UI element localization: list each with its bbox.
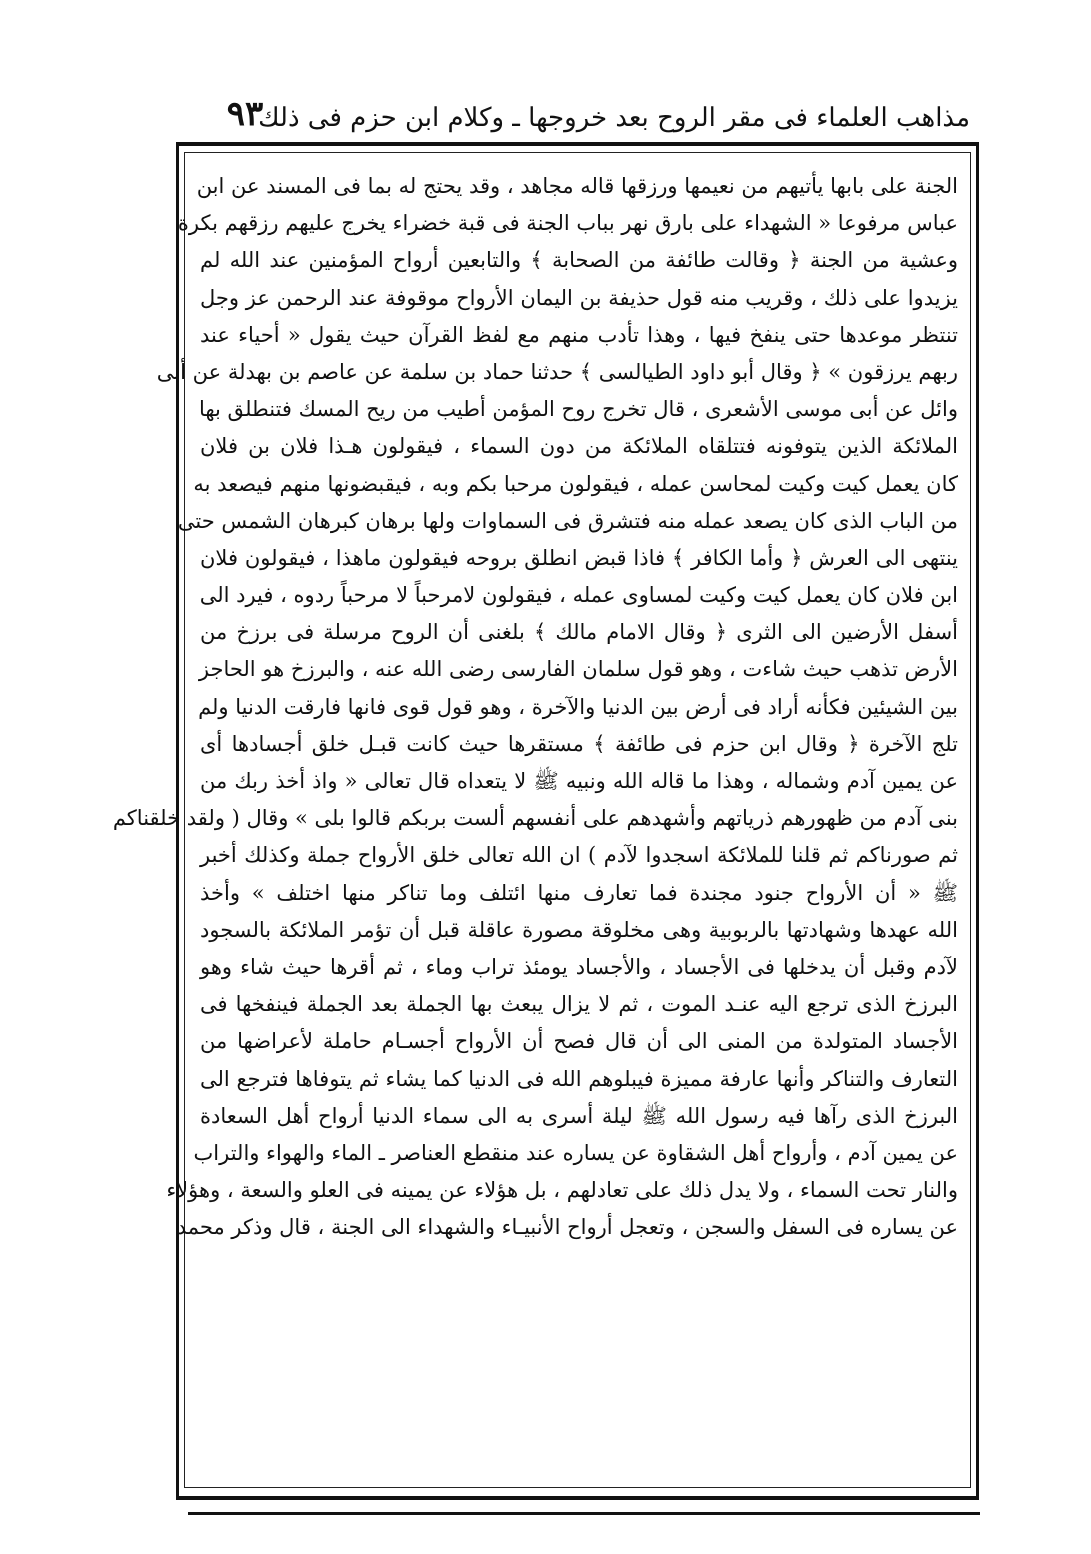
text-line: الله عهدها وشهادتها بالربوبية وهى مخلوقة مصورة عاقلة قبل أن تؤمر الملائكة بالسجود	[200, 917, 958, 942]
text-line: عن يساره فى السفل والسجن ، وتعجل أرواح الأنبيـاء والشهداء الى الجنة ، قال وذكر محمد	[176, 1215, 958, 1240]
text-line: ثم صورناكم ثم قلنا للملائكة اسجدوا لآدم ) ان الله تعالى خلق الأرواح جملة وكذلك أخبر	[200, 843, 958, 868]
text-line: لآدم وقبل أن يدخلها فى الأجساد ، والأجساد يومئذ تراب وماء ، ثم أقرها حيث شاء وهو	[200, 954, 958, 979]
text-line: البرزخ الذى ترجع اليه عنـد الموت ، ثم لا يزال يبعث بها الجملة بعد الجملة فينفخها فى	[200, 992, 958, 1017]
text-line: البرزخ الذى رآها فيه رسول الله ﷺ ليلة أسرى به الى سماء الدنيا أرواح أهل السعادة	[200, 1103, 958, 1128]
text-line: بنى آدم من ظهورهم ذرياتهم وأشهدهم على أنفسهم ألست بربكم قالوا بلى » وقال ( ولقد خلقناكم	[112, 806, 958, 831]
text-line: بين الشيئين فكأنه أراد فى أرض بين الدنيا والآخرة ، وهو قول قوى فانها فارقت الدنيا ولم	[198, 694, 958, 719]
text-line: الجنة على بابها يأتيهم من نعيمها ورزقها قاله مجاهد ، وقد يحتج له بما فى المسند عن ابن	[196, 174, 958, 198]
text-line: كان يعمل كيت وكيت لمحاسن عمله ، فيقولون مرحبا بكم وبه ، فيقبضونها منهم فيصعد به	[193, 471, 958, 496]
text-line: يزيدوا على ذلك ، وقريب منه قول حذيفة بن اليمان الأرواح موقوفة عند الرحمن عز وجل	[200, 285, 959, 310]
body-text	[112, 168, 959, 1488]
text-line: وعشية من الجنة ﴿ وقالت طائفة من الصحابة ﴾ والتابعين أرواح المؤمنين عند الله لم	[200, 248, 958, 273]
text-line: تلج الآخرة ﴿ وقال ابن حزم فى طائفة ﴾ مستقرها حيث كانت قبـل خلق أجسادها أى	[200, 731, 958, 756]
text-line: عن يمين آدم وشماله ، وهذا ما قاله الله ونبيه ﷺ لا يتعداه قال تعالى « واذ أخذ ربك من	[200, 769, 958, 793]
text-line: عن يمين آدم ، وأرواح أهل الشقاوة عن يساره عند منقطع العناصر ـ الماء والهواء والتراب	[193, 1140, 958, 1165]
text-line: التعارف والتناكر وأنها عارفة مميزة فيبلوهم الله فى الدنيا كما يشاء ثم يتوفاها فترجع الى	[200, 1066, 958, 1091]
text-line: الملائكة الذين يتوفونه فتتلقاه الملائكة من دون السماء ، فيقولون هـذا فلان بن فلان	[200, 434, 958, 459]
page-number: ٩٣	[226, 94, 264, 134]
text-line: وائل عن أبى موسى الأشعرى ، قال تخرج روح المؤمن أطيب من ريح المسك فتنطلق بها	[198, 397, 958, 422]
text-line: ابن فلان كان يعمل كيت وكيت لمساوى عمله ، فيقولون لامرحباً لا مرحباً ردوه ، فيرد الى	[199, 583, 958, 608]
text-line: تنتظر موعدها حتى ينفخ فيها ، وهذا تأدب منهم مع لفظ القرآن حيث يقول « أحياء عند	[200, 322, 958, 347]
text-line: عباس مرفوعا « الشهداء على بارق نهر بباب الجنة فى قبة خضراء يخرج عليهم رزقهم بكرة	[177, 211, 958, 236]
bottom-rule	[188, 1512, 980, 1515]
text-line: الأرض تذهب حيث شاءت ، وهو قول سلمان الفارسى رضى الله عنه ، والبرزخ هو الحاجز	[198, 657, 958, 682]
text-line: ﷺ « أن الأرواح جنود مجندة فما تعارف منها ائتلف وما تناكر منها اختلف » وأخذ	[200, 880, 958, 905]
text-line: أسفل الأرضين الى الثرى ﴿ وقال الامام مالك ﴾ بلغنى أن الروح مرسلة فى برزخ من	[200, 620, 958, 645]
text-line: والنار تحت السماء ، ولا يدل ذلك على تعادلهم ، بل هؤلاء عن يمينه فى العلو والسعة ، وهؤلاء	[166, 1178, 958, 1203]
text-line: ربهم يرزقون » ﴿ وقال أبو داود الطيالسى ﴾ حدثنا حماد بن سلمة عن عاصم بن بهدلة عن أبى	[156, 359, 958, 384]
text-line: الأجساد المتولدة من المنى الى أن قال فصح أن الأرواح أجسـام حاملة لأعراضها من	[200, 1029, 958, 1054]
running-head-title: مذاهب العلماء فى مقر الروح بعد خروجها ـ وكلام ابن حزم فى ذلك	[258, 103, 970, 133]
text-line: من الباب الذى كان يصعد عمله منه فتشرق فى السماوات ولها برهان كبرهان الشمس حتى	[177, 508, 958, 533]
text-line: ينتهى الى العرش ﴿ وأما الكافر ﴾ فاذا قبض انطلق بروحه فيقولون ماهذا ، فيقولون فلان	[200, 545, 958, 570]
